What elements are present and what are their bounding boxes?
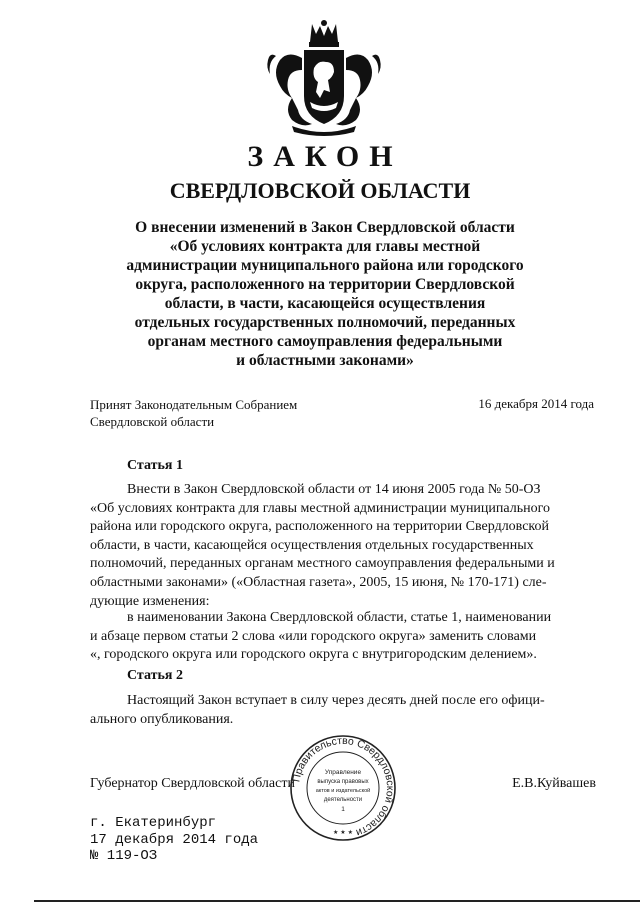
law-title-line: округа, расположенного на территории Свердловской [135, 276, 515, 293]
text-line: областными законами» («Областная газета», 2005, 15 июня, № 170-171) сле- [90, 574, 547, 590]
adoption-date: 16 декабря 2014 года [478, 396, 594, 411]
text-line: «Об условиях контракта для главы местной администрации муниципального [90, 500, 550, 516]
document-type-heading: ЗАКОН [247, 140, 403, 173]
seal-inner-line: 1 [341, 806, 345, 813]
text-line: и абзаце первом статьи 2 слова «или городского округа» заменить словами [90, 628, 537, 644]
law-title-line: органам местного самоуправления федеральными [147, 333, 503, 350]
text-line: района или городского округа, расположенного на территории Свердловской [90, 519, 549, 535]
law-title-line: области, в части, касающейся осуществления [164, 295, 486, 312]
text-line: Настоящий Закон вступает в силу через десять дней после его офици- [127, 693, 545, 708]
law-title-line: отдельных государственных полномочий, переданных [134, 314, 516, 331]
law-title-line: О внесении изменений в Закон Свердловской области [135, 219, 515, 236]
article-2-paragraph [90, 692, 596, 729]
article-1-heading: Статья 1 [127, 458, 183, 473]
article-2-heading: Статья 2 [127, 668, 183, 683]
law-title-line: администрации муниципального района или городского [126, 257, 524, 274]
seal-outer-text: Правительство Свердловской области [290, 734, 397, 839]
text-line: ального опубликования. [90, 711, 234, 727]
region-heading: СВЕРДЛОВСКОЙ ОБЛАСТИ [169, 178, 471, 203]
text-line: полномочий, переданных органам местного самоуправления федеральными и [90, 556, 555, 572]
svg-text:Правительство Свердловской обл [290, 735, 396, 839]
text-line: области, в части, касающейся осуществления отдельных государственных [90, 537, 534, 553]
seal-inner-line: актов и издательской [315, 788, 371, 794]
footer-number: № 119-ОЗ [90, 848, 158, 864]
scan-edge-divider [34, 900, 640, 902]
article-1-paragraph-1 [90, 481, 596, 611]
law-title [90, 218, 560, 370]
document-footer [90, 815, 258, 865]
law-title-line: и областными законами» [236, 352, 414, 369]
adoption-note [90, 396, 297, 430]
seal-inner-line: Управление [324, 769, 362, 776]
official-seal-stamp [289, 734, 397, 842]
seal-inner-line: деятельности [323, 797, 363, 803]
signatory-title: Губернатор Свердловской области [90, 776, 295, 791]
seal-inner-line: выпуска правовых [317, 779, 369, 785]
law-title-line: «Об условиях контракта для главы местной [169, 238, 481, 255]
text-line: «, городского округа или городского округа с внутригородским делением». [90, 647, 537, 663]
seal-stars: ★ ★ ★ [333, 829, 353, 836]
text-line: дующие изменения: [90, 593, 210, 609]
article-1-paragraph-2 [90, 609, 596, 665]
footer-date: 17 декабря 2014 года [90, 831, 259, 848]
footer-city: г. Екатеринбург [90, 815, 217, 831]
adoption-line: Свердловской области [90, 414, 215, 429]
text-line: в наименовании Закона Свердловской области, статье 1, наименовании [127, 610, 552, 625]
adoption-line: Принят Законодательным Собранием [90, 397, 298, 412]
signatory-name: Е.В.Куйвашев [512, 776, 596, 791]
text-line: Внести в Закон Свердловской области от 14 июня 2005 года № 50-ОЗ [127, 482, 541, 497]
coat-of-arms-icon [262, 20, 386, 138]
